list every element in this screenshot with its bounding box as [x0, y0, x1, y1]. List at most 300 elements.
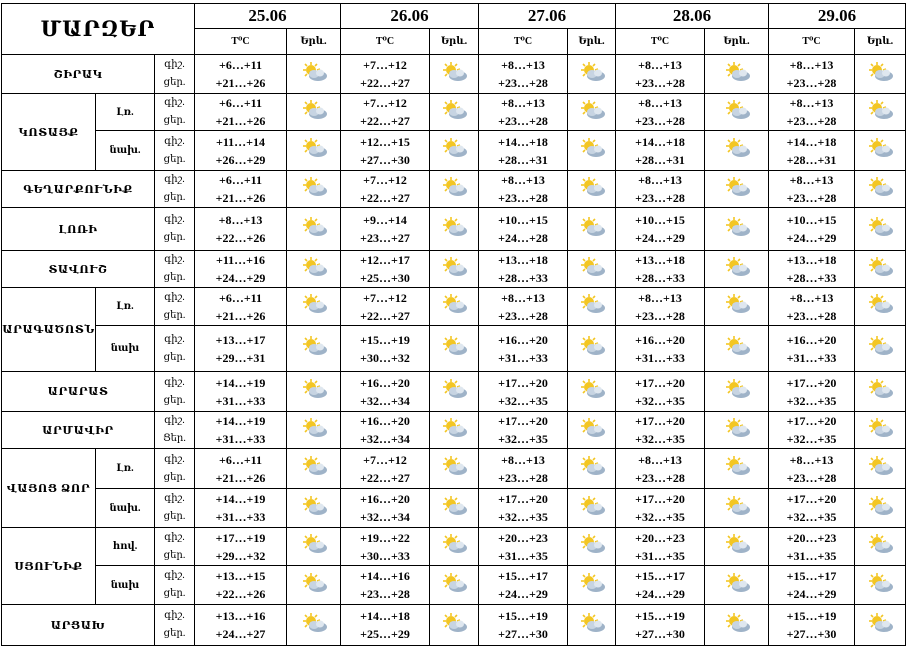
day-temperature: +27…+30 — [635, 627, 685, 641]
night-temperature: +6…+11 — [218, 173, 262, 187]
weather-cell — [568, 605, 616, 646]
night-temperature: +7…+12 — [363, 96, 407, 110]
day-temperature: +24…+29 — [786, 231, 837, 245]
day-temperature: +31…+35 — [786, 548, 837, 563]
temperature-cell — [341, 208, 430, 251]
partly-cloudy-sun-icon — [300, 293, 328, 315]
table-row — [2, 208, 906, 251]
day-temperature: +27…+30 — [360, 152, 410, 167]
night-label: գիշ. — [164, 376, 185, 388]
night-temperature: +17…+20 — [635, 375, 685, 390]
weather-cell — [430, 566, 479, 605]
day-temperature: +23…+28 — [635, 308, 685, 323]
weather-cell — [705, 372, 769, 412]
temperature-cell — [616, 55, 705, 94]
table-row — [2, 528, 906, 566]
temperature-header: T⁰C — [616, 29, 705, 55]
weather-cell — [430, 412, 479, 449]
temperature-header: T⁰C — [479, 29, 568, 55]
time-of-day-labels — [155, 171, 195, 208]
day-temperature: +24…+29 — [635, 587, 685, 601]
weather-cell — [287, 372, 341, 412]
temperature-cell — [616, 489, 705, 528]
weather-cell — [568, 412, 616, 449]
weather-cell — [568, 94, 616, 131]
weather-cell — [430, 131, 479, 171]
night-temperature: +10…+15 — [635, 213, 685, 227]
weather-cell — [430, 94, 479, 131]
temperature-cell — [479, 449, 568, 489]
time-of-day-labels — [155, 449, 195, 489]
day-temperature: +23…+28 — [498, 76, 548, 90]
night-temperature: +16…+20 — [360, 375, 410, 390]
day-temperature: +28…+31 — [786, 152, 837, 167]
night-temperature: +7…+12 — [363, 58, 407, 72]
partly-cloudy-sun-icon — [440, 378, 468, 400]
weather-cell — [568, 251, 616, 288]
weather-cell — [287, 288, 341, 326]
day-label: ցեր. — [163, 115, 186, 126]
night-temperature: +19…+22 — [360, 530, 410, 545]
night-temperature: +17…+20 — [498, 414, 548, 428]
temperature-cell — [769, 372, 855, 412]
temperature-cell — [479, 55, 568, 94]
temperature-cell — [769, 55, 855, 94]
weather-cell — [855, 605, 906, 646]
table-row — [2, 131, 906, 171]
partly-cloudy-sun-icon — [578, 455, 606, 477]
temperature-cell — [341, 94, 430, 131]
temperature-cell — [479, 94, 568, 131]
day-temperature: +23…+28 — [360, 587, 410, 601]
weather-header: Երև. — [287, 29, 341, 55]
temperature-header: T⁰C — [769, 29, 855, 55]
day-temperature: +28…+31 — [498, 152, 548, 167]
night-label: գիշ. — [164, 333, 185, 345]
day-label: ցեր. — [163, 272, 186, 283]
temperature-cell — [195, 94, 287, 131]
night-label: գիշ. — [164, 610, 185, 621]
night-temperature: +6…+11 — [218, 96, 262, 110]
day-temperature: +22…+27 — [360, 76, 410, 90]
date-header: 26.06 — [341, 4, 479, 29]
partly-cloudy-sun-icon — [300, 417, 328, 439]
temperature-cell — [769, 566, 855, 605]
temperature-cell — [341, 131, 430, 171]
weather-cell — [568, 528, 616, 566]
subregion-name: նախ — [96, 566, 155, 605]
partly-cloudy-sun-icon — [300, 335, 328, 357]
night-temperature: +10…+15 — [786, 213, 837, 227]
temperature-header: T⁰C — [195, 29, 287, 55]
day-temperature: +30…+33 — [360, 548, 410, 563]
night-temperature: +15…+17 — [498, 569, 548, 583]
partly-cloudy-sun-icon — [723, 612, 751, 634]
table-row — [2, 566, 906, 605]
temperature-cell — [479, 372, 568, 412]
partly-cloudy-sun-icon — [723, 176, 751, 198]
temperature-cell — [479, 528, 568, 566]
night-temperature: +8…+13 — [501, 58, 545, 72]
date-header: 27.06 — [479, 4, 616, 29]
temperature-cell — [769, 288, 855, 326]
subregion-name: հով. — [96, 528, 155, 566]
night-temperature: +15…+17 — [635, 569, 685, 583]
day-temperature: +31…+33 — [635, 350, 685, 365]
night-temperature: +17…+20 — [786, 414, 837, 428]
day-temperature: +22…+27 — [360, 114, 410, 128]
day-temperature: +31…+33 — [498, 350, 548, 365]
partly-cloudy-sun-icon — [578, 533, 606, 555]
temperature-cell — [616, 449, 705, 489]
time-of-day-labels — [155, 288, 195, 326]
temperature-cell — [341, 412, 430, 449]
night-temperature: +17…+20 — [786, 492, 837, 506]
night-temperature: +8…+13 — [789, 290, 834, 305]
partly-cloudy-sun-icon — [723, 378, 751, 400]
temperature-cell — [479, 131, 568, 171]
partly-cloudy-sun-icon — [300, 612, 328, 634]
forecast-table — [1, 3, 906, 646]
partly-cloudy-sun-icon — [578, 99, 606, 121]
weather-header: Երև. — [430, 29, 479, 55]
partly-cloudy-sun-icon — [300, 533, 328, 555]
partly-cloudy-sun-icon — [866, 533, 894, 555]
temperature-cell — [195, 489, 287, 528]
temperature-cell — [195, 528, 287, 566]
night-temperature: +8…+13 — [789, 452, 834, 467]
temperature-cell — [479, 208, 568, 251]
day-temperature: +22…+26 — [215, 231, 266, 245]
night-temperature: +8…+13 — [789, 96, 834, 110]
day-temperature: +31…+35 — [498, 548, 548, 563]
day-temperature: +32…+35 — [786, 510, 837, 524]
day-temperature: +23…+28 — [786, 191, 837, 205]
night-label: գիշ. — [164, 174, 185, 185]
partly-cloudy-sun-icon — [300, 216, 328, 238]
night-temperature: +14…+16 — [360, 569, 410, 583]
night-temperature: +15…+19 — [360, 332, 410, 347]
region-name: ՏԱՎՈՒՇ — [2, 251, 155, 288]
night-label: գիշ. — [164, 531, 185, 543]
night-temperature: +13…+16 — [215, 609, 266, 623]
time-of-day-labels — [155, 528, 195, 566]
day-temperature: +31…+33 — [786, 350, 837, 365]
partly-cloudy-sun-icon — [440, 612, 468, 634]
partly-cloudy-sun-icon — [440, 176, 468, 198]
day-temperature: +32…+35 — [498, 432, 548, 446]
weather-cell — [430, 208, 479, 251]
weather-cell — [287, 528, 341, 566]
temperature-cell — [341, 566, 430, 605]
temperature-cell — [479, 489, 568, 528]
temperature-cell — [616, 171, 705, 208]
partly-cloudy-sun-icon — [866, 293, 894, 315]
day-temperature: +24…+29 — [498, 587, 548, 601]
night-label: գիշ. — [164, 97, 185, 108]
day-temperature: +32…+34 — [360, 393, 410, 408]
table-row — [2, 489, 906, 528]
partly-cloudy-sun-icon — [578, 495, 606, 517]
partly-cloudy-sun-icon — [723, 293, 751, 315]
partly-cloudy-sun-icon — [723, 572, 751, 594]
day-temperature: +22…+26 — [215, 587, 266, 601]
temperature-cell — [195, 55, 287, 94]
subregion-name: նախ. — [96, 131, 155, 171]
day-label: ցեր. — [163, 232, 186, 243]
weather-cell — [705, 326, 769, 372]
temperature-cell — [479, 326, 568, 372]
night-temperature: +11…+16 — [215, 253, 265, 267]
time-of-day-labels — [155, 94, 195, 131]
temperature-cell — [769, 131, 855, 171]
night-temperature: +17…+20 — [786, 375, 837, 390]
table-title: ՄԱՐԶԵՐ — [2, 4, 195, 55]
weather-cell — [568, 372, 616, 412]
region-name: ԱՐՑԱԽ — [2, 605, 155, 646]
weather-cell — [430, 528, 479, 566]
partly-cloudy-sun-icon — [723, 256, 751, 278]
night-temperature: +6…+11 — [218, 452, 262, 467]
subregion-name: նախ. — [96, 489, 155, 528]
night-temperature: +15…+17 — [786, 569, 837, 583]
weather-cell — [705, 171, 769, 208]
night-temperature: +14…+19 — [215, 492, 266, 506]
partly-cloudy-sun-icon — [723, 99, 751, 121]
partly-cloudy-sun-icon — [723, 216, 751, 238]
weather-cell — [855, 208, 906, 251]
day-temperature: +29…+32 — [215, 548, 266, 563]
date-header: 28.06 — [616, 4, 769, 29]
partly-cloudy-sun-icon — [866, 176, 894, 198]
night-temperature: +17…+20 — [498, 375, 548, 390]
partly-cloudy-sun-icon — [578, 572, 606, 594]
night-temperature: +7…+12 — [363, 452, 407, 467]
table-row — [2, 449, 906, 489]
weather-cell — [430, 605, 479, 646]
day-temperature: +21…+26 — [215, 308, 266, 323]
weather-cell — [855, 171, 906, 208]
night-label: գիշ. — [164, 214, 185, 225]
day-temperature: +21…+26 — [215, 470, 266, 485]
temperature-cell — [616, 566, 705, 605]
partly-cloudy-sun-icon — [300, 455, 328, 477]
weather-cell — [855, 528, 906, 566]
partly-cloudy-sun-icon — [866, 572, 894, 594]
partly-cloudy-sun-icon — [440, 137, 468, 159]
night-temperature: +12…+17 — [360, 253, 410, 267]
temperature-cell — [769, 412, 855, 449]
weather-cell — [705, 131, 769, 171]
temperature-cell — [769, 171, 855, 208]
partly-cloudy-sun-icon — [300, 572, 328, 594]
time-of-day-labels — [155, 566, 195, 605]
night-temperature: +20…+23 — [635, 530, 685, 545]
night-temperature: +17…+19 — [215, 530, 266, 545]
weather-cell — [705, 94, 769, 131]
table-row — [2, 171, 906, 208]
weather-cell — [568, 489, 616, 528]
partly-cloudy-sun-icon — [300, 61, 328, 83]
day-temperature: +32…+35 — [635, 510, 685, 524]
day-temperature: +30…+32 — [360, 350, 410, 365]
temperature-cell — [341, 326, 430, 372]
weather-cell — [855, 412, 906, 449]
night-temperature: +6…+11 — [218, 290, 262, 305]
weather-cell — [568, 449, 616, 489]
night-temperature: +14…+18 — [786, 134, 837, 149]
night-temperature: +15…+19 — [498, 609, 548, 623]
night-temperature: +12…+15 — [360, 134, 410, 149]
temperature-cell — [195, 412, 287, 449]
temperature-cell — [769, 208, 855, 251]
partly-cloudy-sun-icon — [440, 572, 468, 594]
partly-cloudy-sun-icon — [723, 61, 751, 83]
partly-cloudy-sun-icon — [578, 417, 606, 439]
partly-cloudy-sun-icon — [578, 612, 606, 634]
time-of-day-labels — [155, 326, 195, 372]
day-temperature: +28…+33 — [786, 271, 837, 285]
night-temperature: +16…+20 — [360, 414, 410, 428]
weather-cell — [287, 605, 341, 646]
weather-cell — [705, 208, 769, 251]
partly-cloudy-sun-icon — [723, 495, 751, 517]
temperature-cell — [769, 251, 855, 288]
day-temperature: +21…+26 — [215, 191, 266, 205]
weather-cell — [705, 605, 769, 646]
temperature-cell — [195, 326, 287, 372]
day-label: ցեր. — [163, 153, 186, 165]
partly-cloudy-sun-icon — [723, 137, 751, 159]
night-temperature: +11…+14 — [215, 134, 265, 149]
temperature-cell — [195, 372, 287, 412]
subregion-name: Լռ. — [96, 449, 155, 489]
partly-cloudy-sun-icon — [578, 378, 606, 400]
day-label: ցեր. — [163, 309, 186, 321]
temperature-cell — [616, 94, 705, 131]
weather-cell — [430, 251, 479, 288]
night-temperature: +15…+19 — [635, 609, 685, 623]
temperature-cell — [341, 372, 430, 412]
night-temperature: +16…+20 — [498, 332, 548, 347]
temperature-cell — [616, 528, 705, 566]
table-row — [2, 251, 906, 288]
temperature-cell — [769, 326, 855, 372]
day-temperature: +32…+35 — [498, 393, 548, 408]
temperature-cell — [341, 605, 430, 646]
weather-cell — [430, 55, 479, 94]
day-temperature: +23…+28 — [635, 470, 685, 485]
night-temperature: +8…+13 — [501, 173, 545, 187]
night-temperature: +8…+13 — [638, 173, 682, 187]
weather-cell — [705, 288, 769, 326]
day-label: ցեր. — [163, 471, 186, 483]
day-temperature: +32…+35 — [635, 432, 685, 446]
night-temperature: +8…+13 — [501, 452, 545, 467]
day-temperature: +32…+34 — [360, 510, 410, 524]
day-temperature: +31…+35 — [635, 548, 685, 563]
night-temperature: +8…+13 — [638, 452, 682, 467]
time-of-day-labels — [155, 605, 195, 646]
day-temperature: +32…+35 — [786, 393, 837, 408]
day-temperature: +29…+31 — [215, 350, 266, 365]
temperature-cell — [341, 528, 430, 566]
weather-cell — [287, 566, 341, 605]
day-temperature: +23…+28 — [786, 308, 837, 323]
partly-cloudy-sun-icon — [440, 533, 468, 555]
day-label: ցեր. — [163, 192, 186, 203]
partly-cloudy-sun-icon — [866, 137, 894, 159]
time-of-day-labels — [155, 372, 195, 412]
weather-cell — [855, 131, 906, 171]
weather-cell — [568, 171, 616, 208]
weather-cell — [287, 94, 341, 131]
day-temperature: +27…+30 — [498, 627, 548, 641]
temperature-cell — [769, 605, 855, 646]
weather-cell — [287, 208, 341, 251]
weather-cell — [287, 326, 341, 372]
weather-cell — [430, 326, 479, 372]
temperature-cell — [479, 251, 568, 288]
night-temperature: +13…+15 — [215, 569, 266, 583]
partly-cloudy-sun-icon — [866, 335, 894, 357]
weather-cell — [568, 208, 616, 251]
day-temperature: +28…+31 — [635, 152, 685, 167]
day-label: ցեր. — [163, 588, 186, 599]
night-temperature: +13…+18 — [635, 253, 685, 267]
weather-cell — [568, 326, 616, 372]
region-name: ՎԱՅՈՑ ՁՈՐ — [2, 449, 96, 528]
table-row — [2, 288, 906, 326]
day-temperature: +24…+29 — [786, 587, 837, 601]
date-header: 25.06 — [195, 4, 341, 29]
night-temperature: +6…+11 — [218, 58, 262, 72]
day-temperature: +23…+28 — [635, 114, 685, 128]
partly-cloudy-sun-icon — [578, 256, 606, 278]
night-label: գիշ. — [164, 291, 185, 303]
day-temperature: +31…+33 — [215, 510, 266, 524]
partly-cloudy-sun-icon — [440, 61, 468, 83]
partly-cloudy-sun-icon — [300, 99, 328, 121]
temperature-cell — [341, 55, 430, 94]
day-temperature: +23…+28 — [498, 470, 548, 485]
night-temperature: +16…+20 — [360, 492, 410, 506]
weather-cell — [705, 55, 769, 94]
temperature-cell — [769, 528, 855, 566]
night-label: գիշ. — [164, 254, 185, 265]
day-label: ցեր. — [163, 549, 186, 561]
time-of-day-labels — [155, 489, 195, 528]
temperature-cell — [616, 208, 705, 251]
night-temperature: +8…+13 — [638, 96, 682, 110]
partly-cloudy-sun-icon — [300, 256, 328, 278]
night-temperature: +13…+18 — [498, 253, 548, 267]
weather-cell — [705, 412, 769, 449]
time-of-day-labels — [155, 251, 195, 288]
day-temperature: +23…+28 — [498, 114, 548, 128]
night-temperature: +14…+19 — [215, 414, 266, 428]
partly-cloudy-sun-icon — [440, 293, 468, 315]
weather-cell — [430, 372, 479, 412]
time-of-day-labels — [155, 131, 195, 171]
partly-cloudy-sun-icon — [866, 216, 894, 238]
day-temperature: +22…+27 — [360, 191, 410, 205]
temperature-cell — [341, 449, 430, 489]
night-temperature: +14…+18 — [360, 609, 410, 623]
night-temperature: +8…+13 — [501, 290, 545, 305]
weather-cell — [705, 449, 769, 489]
night-label: գիշ. — [164, 570, 185, 581]
